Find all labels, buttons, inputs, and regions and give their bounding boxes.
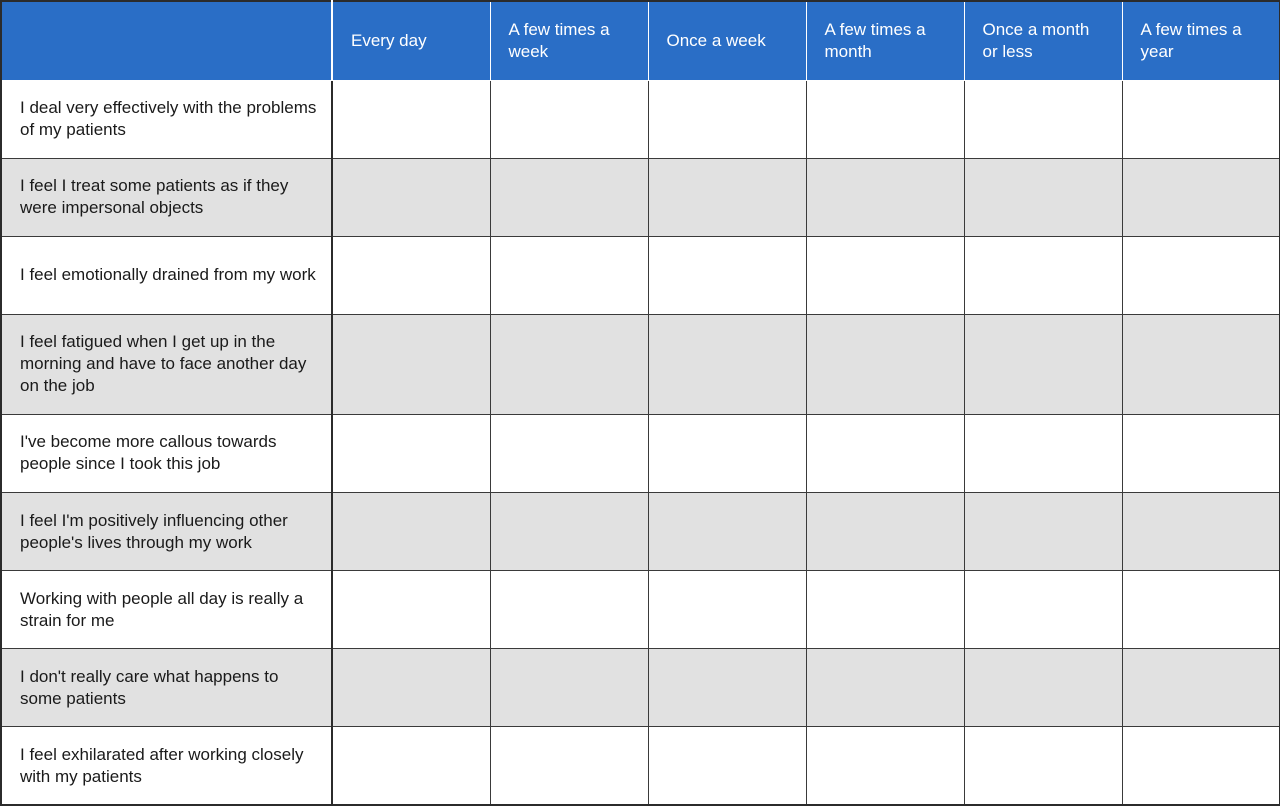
question-cell: I feel fatigued when I get up in the morning and have to face another day on the job bbox=[1, 314, 332, 414]
answer-cell-every-day[interactable] bbox=[332, 649, 490, 727]
answer-cell-few-times-month[interactable] bbox=[806, 158, 964, 236]
answer-cell-few-times-year[interactable] bbox=[1122, 649, 1280, 727]
answer-cell-once-month-or-less[interactable] bbox=[964, 314, 1122, 414]
answer-cell-once-month-or-less[interactable] bbox=[964, 158, 1122, 236]
header-once-week: Once a week bbox=[648, 1, 806, 80]
answer-cell-few-times-week[interactable] bbox=[490, 493, 648, 571]
answer-cell-once-month-or-less[interactable] bbox=[964, 414, 1122, 492]
answer-cell-once-week[interactable] bbox=[648, 493, 806, 571]
table-row bbox=[1, 649, 1280, 727]
header-every-day: Every day bbox=[332, 1, 490, 80]
table-row bbox=[1, 571, 1280, 649]
answer-cell-every-day[interactable] bbox=[332, 493, 490, 571]
question-cell: I've become more callous towards people since I took this job bbox=[1, 414, 332, 492]
header-once-month-or-less: Once a month or less bbox=[964, 1, 1122, 80]
answer-cell-few-times-week[interactable] bbox=[490, 727, 648, 805]
answer-cell-every-day[interactable] bbox=[332, 236, 490, 314]
answer-cell-few-times-month[interactable] bbox=[806, 649, 964, 727]
answer-cell-few-times-week[interactable] bbox=[490, 571, 648, 649]
question-cell: I feel I treat some patients as if they were impersonal objects bbox=[1, 158, 332, 236]
header-corner-cell bbox=[1, 1, 332, 80]
table-row bbox=[1, 314, 1280, 414]
answer-cell-few-times-week[interactable] bbox=[490, 80, 648, 158]
answer-cell-once-week[interactable] bbox=[648, 727, 806, 805]
answer-cell-few-times-year[interactable] bbox=[1122, 314, 1280, 414]
answer-cell-once-month-or-less[interactable] bbox=[964, 571, 1122, 649]
header-row bbox=[1, 1, 1280, 80]
header-few-times-week: A few times a week bbox=[490, 1, 648, 80]
answer-cell-few-times-year[interactable] bbox=[1122, 493, 1280, 571]
answer-cell-every-day[interactable] bbox=[332, 414, 490, 492]
answer-cell-once-week[interactable] bbox=[648, 571, 806, 649]
answer-cell-once-week[interactable] bbox=[648, 314, 806, 414]
header-few-times-year: A few times a year bbox=[1122, 1, 1280, 80]
question-cell: I feel exhilarated after working closely with my patients bbox=[1, 727, 332, 805]
answer-cell-few-times-month[interactable] bbox=[806, 414, 964, 492]
answer-cell-few-times-month[interactable] bbox=[806, 80, 964, 158]
answer-cell-few-times-year[interactable] bbox=[1122, 727, 1280, 805]
answer-cell-once-month-or-less[interactable] bbox=[964, 727, 1122, 805]
answer-cell-few-times-week[interactable] bbox=[490, 158, 648, 236]
answer-cell-few-times-year[interactable] bbox=[1122, 158, 1280, 236]
answer-cell-few-times-month[interactable] bbox=[806, 236, 964, 314]
answer-cell-every-day[interactable] bbox=[332, 727, 490, 805]
answer-cell-once-week[interactable] bbox=[648, 414, 806, 492]
table-body bbox=[1, 80, 1280, 805]
answer-cell-few-times-week[interactable] bbox=[490, 314, 648, 414]
table-row bbox=[1, 158, 1280, 236]
answer-cell-once-week[interactable] bbox=[648, 236, 806, 314]
question-cell: Working with people all day is really a strain for me bbox=[1, 571, 332, 649]
answer-cell-few-times-year[interactable] bbox=[1122, 571, 1280, 649]
answer-cell-every-day[interactable] bbox=[332, 158, 490, 236]
answer-cell-few-times-month[interactable] bbox=[806, 493, 964, 571]
table-row bbox=[1, 727, 1280, 805]
answer-cell-once-week[interactable] bbox=[648, 158, 806, 236]
answer-cell-few-times-week[interactable] bbox=[490, 414, 648, 492]
answer-cell-once-month-or-less[interactable] bbox=[964, 236, 1122, 314]
answer-cell-once-week[interactable] bbox=[648, 649, 806, 727]
table-header bbox=[1, 1, 1280, 80]
answer-cell-few-times-week[interactable] bbox=[490, 236, 648, 314]
answer-cell-once-month-or-less[interactable] bbox=[964, 649, 1122, 727]
table-row bbox=[1, 414, 1280, 492]
answer-cell-few-times-year[interactable] bbox=[1122, 414, 1280, 492]
table-row bbox=[1, 236, 1280, 314]
question-cell: I feel emotionally drained from my work bbox=[1, 236, 332, 314]
answer-cell-few-times-year[interactable] bbox=[1122, 80, 1280, 158]
answer-cell-few-times-year[interactable] bbox=[1122, 236, 1280, 314]
answer-cell-once-month-or-less[interactable] bbox=[964, 80, 1122, 158]
answer-cell-once-month-or-less[interactable] bbox=[964, 493, 1122, 571]
answer-cell-few-times-month[interactable] bbox=[806, 314, 964, 414]
answer-cell-few-times-month[interactable] bbox=[806, 571, 964, 649]
question-cell: I feel I'm positively influencing other people's lives through my work bbox=[1, 493, 332, 571]
question-cell: I don't really care what happens to some patients bbox=[1, 649, 332, 727]
table-row bbox=[1, 80, 1280, 158]
table-row bbox=[1, 493, 1280, 571]
question-cell: I deal very effectively with the problems of my patients bbox=[1, 80, 332, 158]
answer-cell-every-day[interactable] bbox=[332, 80, 490, 158]
answer-cell-every-day[interactable] bbox=[332, 314, 490, 414]
answer-cell-few-times-month[interactable] bbox=[806, 727, 964, 805]
answer-cell-once-week[interactable] bbox=[648, 80, 806, 158]
header-few-times-month: A few times a month bbox=[806, 1, 964, 80]
answer-cell-few-times-week[interactable] bbox=[490, 649, 648, 727]
answer-cell-every-day[interactable] bbox=[332, 571, 490, 649]
